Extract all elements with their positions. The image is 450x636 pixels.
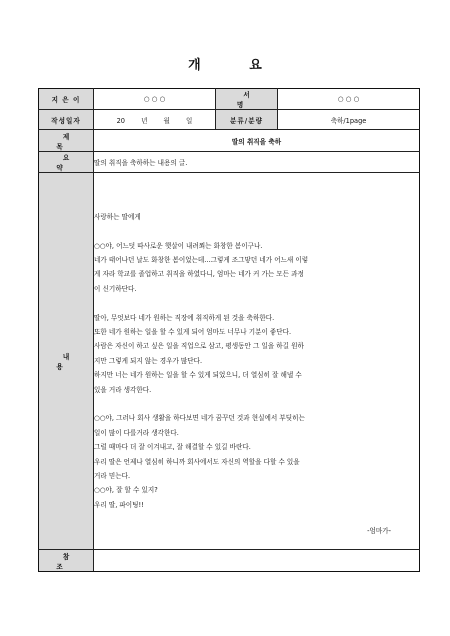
subject-label: 제 목 [39, 130, 94, 152]
letter-line: 사람은 자신이 하고 싶은 일을 직업으로 삼고, 평생동안 그 일을 하길 원하 [94, 342, 304, 351]
letter-line: ○○야, 어느덧 따사로운 햇살이 내려쬐는 화창한 봄이구나. [94, 241, 263, 250]
category-value[interactable]: 축하/1page [278, 110, 420, 130]
letter-line: 있을 거라 생각한다. [94, 385, 152, 394]
letter-line: 사랑하는 딸에게 [94, 212, 141, 221]
letter-line: 이 신기하단다. [94, 284, 137, 293]
reference-row [39, 550, 420, 572]
letter-line: 네가 태어나던 날도 화창한 봄이었는데...그렇게 조그맣던 네가 어느새 이렇 [94, 255, 309, 264]
summary-label: 요 약 [39, 152, 94, 173]
letter-signature: -엄마가- [367, 527, 391, 535]
letter-line: ○○야, 그러나 회사 생활을 하다보면 네가 꿈꾸던 것과 현실에서 부딪히는 [94, 414, 305, 423]
letter-text [94, 210, 419, 512]
content-row [39, 173, 420, 550]
date-row [39, 110, 420, 130]
content-label: 내 용 [39, 173, 94, 550]
reference-value[interactable] [94, 550, 420, 572]
author-row [39, 89, 420, 110]
letter-line: 일이 많이 다를거라 생각한다. [94, 428, 179, 437]
letter-blank-line [94, 296, 419, 310]
date-label: 작성일자 [39, 110, 94, 130]
category-label: 분류/분량 [216, 110, 278, 130]
sign-label: 서 명 [216, 89, 278, 110]
letter-line: 거라 믿는다. [94, 472, 131, 481]
letter-line: 하지만 너는 네가 원하는 일을 할 수 있게 되었으니, 더 열심히 잘 해낼 수 [94, 371, 302, 380]
letter-body[interactable] [94, 173, 420, 550]
letter-line: 지만 그렇게 되지 않는 경우가 많단다. [94, 356, 203, 365]
letter-line: 게 자라 학교를 졸업하고 취직을 하였다니, 엄마는 네가 커 가는 모든 과정 [94, 270, 304, 279]
letter-blank-line [94, 224, 419, 238]
letter-line: 우리 딸은 언제나 열심히 하니까 회사에서도 자신의 역할을 다할 수 있을 [94, 457, 300, 466]
author-value[interactable]: ○ ○ ○ [94, 89, 216, 110]
author-label: 지 은 이 [39, 89, 94, 110]
summary-row [39, 152, 420, 173]
date-value[interactable]: 20 년 월 일 [94, 110, 216, 130]
letter-line: 그럴 때마다 더 잘 이겨내고, 잘 해결할 수 있길 바란다. [94, 443, 251, 452]
letter-line: 또한 네가 원하는 일을 할 수 있게 되어 엄마도 너무나 기분이 좋단다. [94, 327, 292, 336]
letter-line: 우리 딸, 파이팅!! [94, 500, 144, 509]
letter-line: ○○야, 잘 할 수 있지? [94, 486, 158, 495]
sign-value[interactable]: ○ ○ ○ [278, 89, 420, 110]
letter-line: 딸아, 무엇보다 네가 원하는 직장에 취직하게 된 것을 축하한다. [94, 313, 275, 322]
subject-row [39, 130, 420, 152]
letter-blank-line [94, 397, 419, 411]
subject-value[interactable]: 딸의 취직을 축하 [94, 130, 420, 152]
document-title: 개 요 [188, 58, 284, 73]
reference-label: 참 조 [39, 550, 94, 572]
summary-form-table [38, 88, 420, 572]
summary-value[interactable]: 딸의 취직을 축하하는 내용의 글. [94, 152, 420, 173]
